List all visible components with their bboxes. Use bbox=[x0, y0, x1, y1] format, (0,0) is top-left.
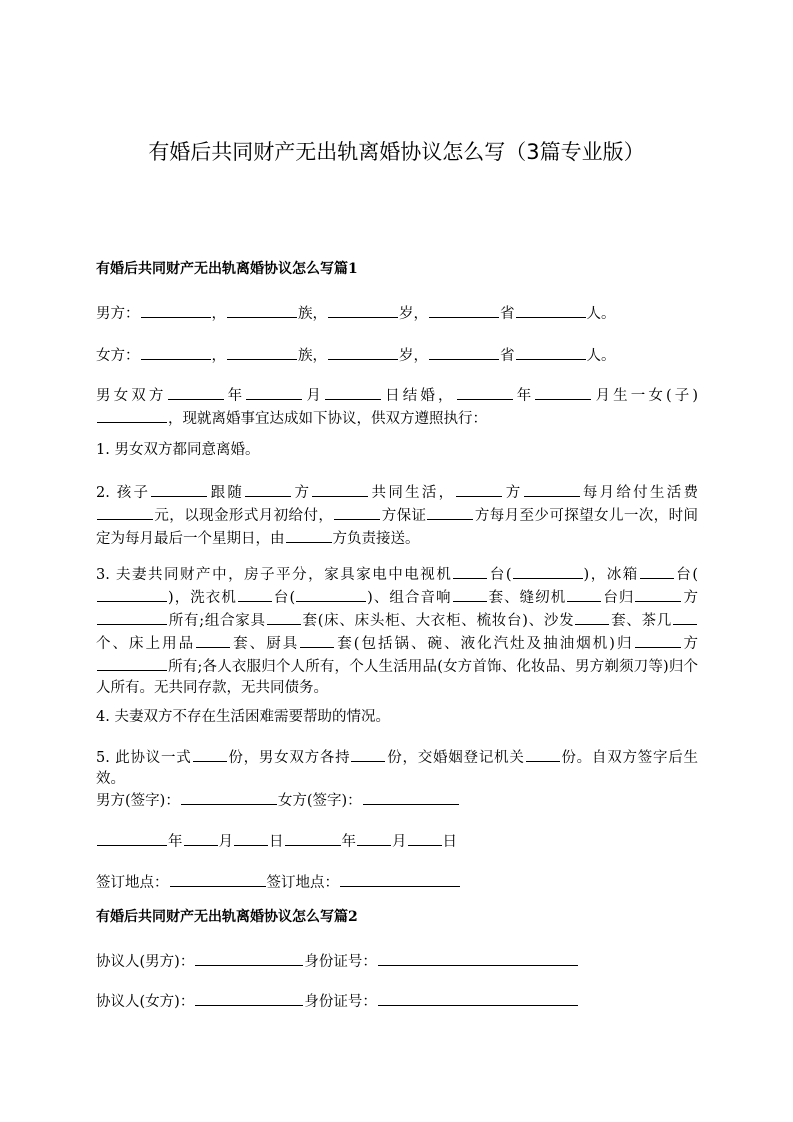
marriage-paragraph: 男女双方 年 月 日结婚， 年 月生一女(子)，现就离婚事宜达成如下协议，供双方遵照执行： bbox=[96, 384, 698, 430]
female-info-line: 女方： ， 族， 岁， 省 人。 bbox=[96, 344, 716, 367]
signature-line: 男方(签字)： 女方(签字)： bbox=[96, 789, 716, 812]
section-1-heading: 有婚后共同财产无出轨离婚协议怎么写篇1 bbox=[96, 261, 358, 277]
item-5: 5. 此协议一式 份，男女双方各持 份，交婚姻登记机关 份。自双方签字后生效。 bbox=[96, 746, 698, 790]
place-line: 签订地点： 签订地点： bbox=[96, 871, 716, 894]
male-info-line: 男方： ， 族， 岁， 省 人。 bbox=[96, 302, 716, 325]
item-4: 4. 夫妻双方不存在生活困难需要帮助的情况。 bbox=[96, 709, 390, 725]
item-1: 1. 男女双方都同意离婚。 bbox=[96, 442, 260, 458]
agreement-female-line: 协议人(女方)： 身份证号： bbox=[96, 990, 716, 1013]
item-2: 2. 孩子 跟随 方 共同生活， 方 每月给付生活费元，以现金形式月初给付， 方保证 方每月至少可探望女儿一次，时间定为每月最后一个星期日，由 方负责接送。 bbox=[96, 481, 698, 550]
section-2-heading: 有婚后共同财产无出轨离婚协议怎么写篇2 bbox=[96, 909, 358, 925]
agreement-male-line: 协议人(男方)： 身份证号： bbox=[96, 950, 716, 973]
date-line: 年 月 日 年 月 日 bbox=[96, 830, 716, 853]
document-title: 有婚后共同财产无出轨离婚协议怎么写（3篇专业版） bbox=[148, 140, 645, 164]
item-3: 3. 夫妻共同财产中，房子平分，家具家电中电视机 台( )，冰箱 台()，洗衣机 台( )、组合音响 套、缝纫机 台归 方所有;组合家具 套(床、床头柜、大衣柜、梳妆台)、沙发 套、茶几个、床上用品 套、厨具 套(包括锅、碗、液化汽灶及抽油烟机)归 方所有;各人衣服归个人所有，个人生活用品(女方首饰、化妆品、男方剃须刀等)归个人所有。无共同存款，无共同债务。 bbox=[96, 563, 698, 699]
